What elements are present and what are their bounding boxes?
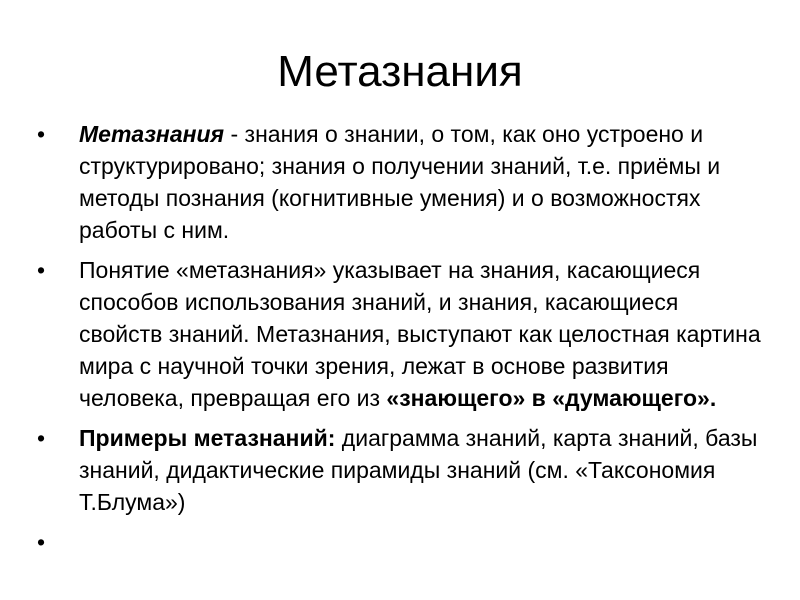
term-examples: Примеры метазнаний: bbox=[79, 425, 336, 451]
bullet-item-empty bbox=[0, 526, 800, 558]
bullet-item-definition bbox=[0, 118, 800, 246]
concept-emphasis: «знающего» в «думающего». bbox=[386, 385, 717, 411]
definition-text: - знания о знании, о том, как оно устроено и структурировано; знания о получении знаний, т.е. приёмы и методы познания (когнитивные умения) и о возможностях работы с ним. bbox=[79, 121, 721, 243]
concept-text: Понятие «метазнания» указывает на знания, касающиеся способов использования знаний, и знания, касающиеся свойств знаний. Метазнания, выступают как целостная картина мира с научной точки зрения, лежат в основе развития человека, превращая его из bbox=[79, 257, 761, 411]
bullet-marker: • bbox=[37, 529, 46, 555]
term-metaknowledge: Метазнания bbox=[79, 121, 225, 147]
examples-text: диаграмма знаний, карта знаний, базы знаний, дидактические пирамиды знаний (см. «Таксономия Т.Блума») bbox=[79, 425, 758, 515]
slide-title: Метазнания bbox=[277, 47, 523, 96]
bullet-list bbox=[0, 118, 800, 566]
bullet-marker: • bbox=[37, 257, 46, 283]
bullet-marker: • bbox=[37, 121, 46, 147]
bullet-item-concept bbox=[0, 254, 800, 414]
bullet-item-examples bbox=[0, 422, 800, 518]
bullet-marker: • bbox=[37, 425, 46, 451]
